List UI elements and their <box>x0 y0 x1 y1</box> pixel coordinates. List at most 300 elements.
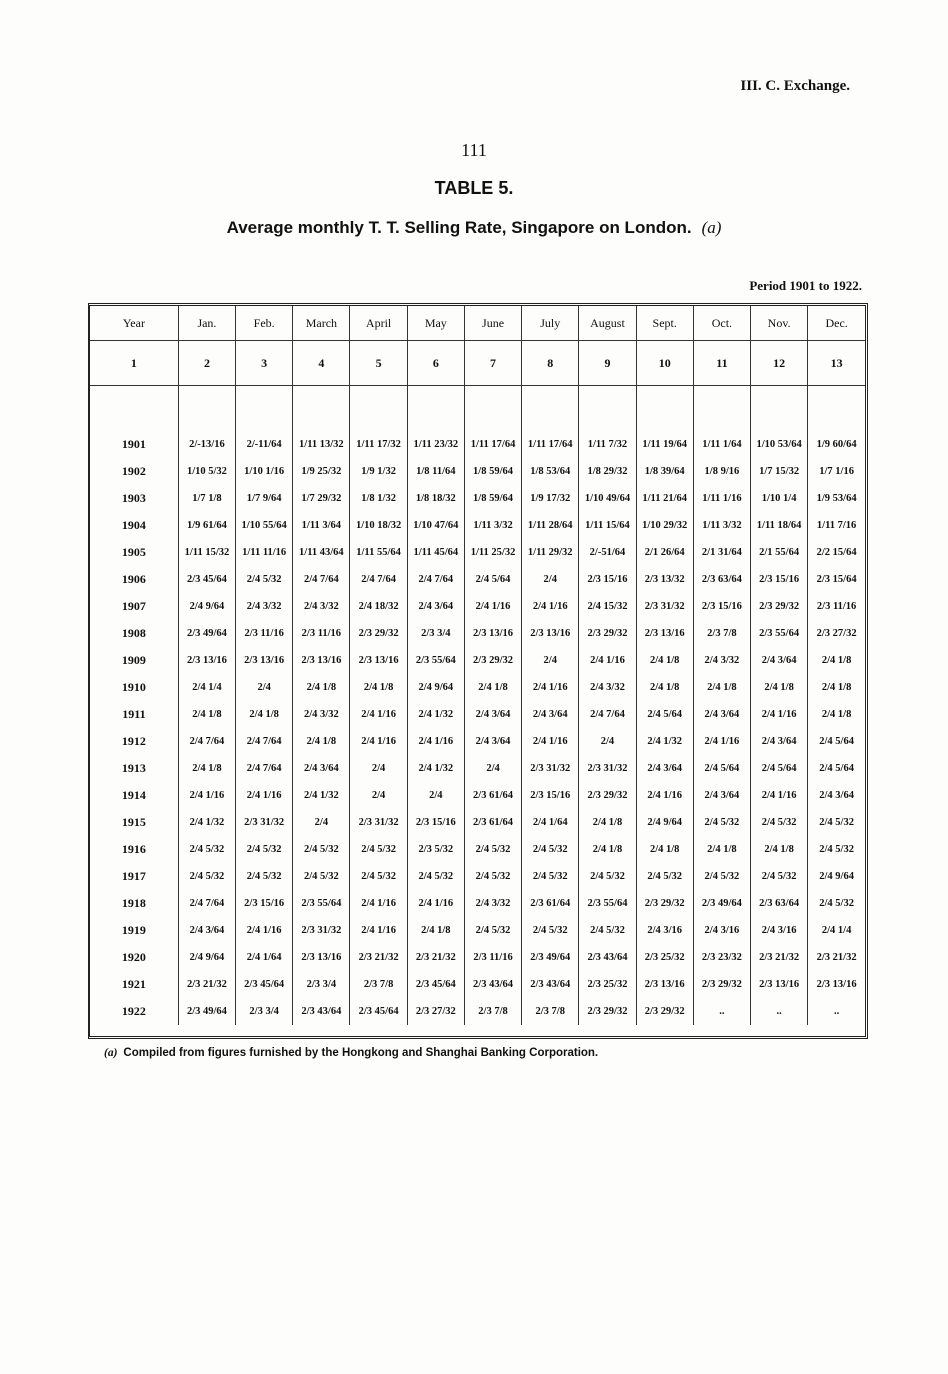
rate-cell: 2/3 21/32 <box>350 944 407 971</box>
rate-cell: 2/4 7/64 <box>178 728 235 755</box>
rate-cell: 2/3 29/32 <box>751 593 808 620</box>
rate-cell: 2/4 3/16 <box>636 917 693 944</box>
rate-cell: 2/4 1/32 <box>178 809 235 836</box>
rate-cell: 2/4 5/32 <box>407 863 464 890</box>
rate-cell: 2/4 9/64 <box>808 863 865 890</box>
rate-cell: 2/3 29/32 <box>350 620 407 647</box>
rate-cell: 1/11 13/32 <box>293 431 350 458</box>
rate-cell: 2/3 15/16 <box>579 566 636 593</box>
rate-cell: 2/3 7/8 <box>522 998 579 1025</box>
rate-cell: 2/3 13/16 <box>808 971 865 998</box>
rate-cell: 2/4 1/16 <box>350 701 407 728</box>
rate-cell: 2/3 61/64 <box>464 809 521 836</box>
rate-cell: 2/4 1/8 <box>693 674 750 701</box>
rate-cell: 2/4 1/64 <box>522 809 579 836</box>
column-header: April <box>350 306 407 341</box>
period-label: Period 1901 to 1922. <box>749 278 862 293</box>
column-header: May <box>407 306 464 341</box>
year-cell: 1915 <box>121 815 146 829</box>
rate-cell: 2/4 <box>350 755 407 782</box>
rate-cell: 2/4 5/32 <box>236 566 293 593</box>
rate-cell: 2/4 1/8 <box>407 917 464 944</box>
rate-cell: 2/4 7/64 <box>350 566 407 593</box>
column-number: 9 <box>579 341 636 386</box>
rate-cell: 2/3 13/32 <box>636 566 693 593</box>
rate-cell: 2/4 1/8 <box>350 674 407 701</box>
rate-cell: 2/3 49/64 <box>693 890 750 917</box>
column-number: 13 <box>808 341 865 386</box>
rate-cell: 2/4 1/8 <box>751 674 808 701</box>
rate-cell: 2/3 21/32 <box>751 944 808 971</box>
rate-cell: 2/4 5/32 <box>178 836 235 863</box>
rate-cell: 2/4 1/32 <box>636 728 693 755</box>
column-header: Dec. <box>808 306 865 341</box>
spacer-row <box>90 386 865 432</box>
rate-cell: 1/11 55/64 <box>350 539 407 566</box>
rate-cell: 2/4 1/8 <box>464 674 521 701</box>
rate-cell: 2/4 7/64 <box>178 890 235 917</box>
rate-cell: 2/4 18/32 <box>350 593 407 620</box>
rate-cell: 1/11 3/64 <box>293 512 350 539</box>
rate-cell: 2/3 31/32 <box>636 593 693 620</box>
rate-cell: 2/3 3/4 <box>407 620 464 647</box>
rate-cell: 2/4 3/64 <box>178 917 235 944</box>
rate-cell: 2/4 1/8 <box>808 647 865 674</box>
rate-cell: 2/4 1/8 <box>178 701 235 728</box>
year-cell: 1921 <box>121 977 146 991</box>
subtitle-note: (a) <box>701 218 722 237</box>
rate-cell: 2/4 <box>579 728 636 755</box>
column-header: Year <box>90 306 178 341</box>
rate-cell: 1/11 21/64 <box>636 485 693 512</box>
rate-cell: 2/4 1/32 <box>407 755 464 782</box>
rate-cell: 2/3 15/16 <box>522 782 579 809</box>
rate-cell: 2/4 3/64 <box>464 728 521 755</box>
rate-cell: 2/4 <box>522 566 579 593</box>
rate-cell: 2/3 15/16 <box>236 890 293 917</box>
rate-cell: 2/4 5/32 <box>808 836 865 863</box>
rate-cell: 2/4 5/64 <box>464 566 521 593</box>
rate-cell: 1/7 1/16 <box>808 458 865 485</box>
rate-cell: 2/3 49/64 <box>178 998 235 1025</box>
rate-cell: 2/4 5/32 <box>293 863 350 890</box>
rate-cell: 2/3 15/16 <box>407 809 464 836</box>
rate-cell: 2/3 29/32 <box>636 998 693 1025</box>
rate-cell: 2/3 29/32 <box>693 971 750 998</box>
rate-cell: 2/4 1/16 <box>350 890 407 917</box>
column-header: Nov. <box>751 306 808 341</box>
rate-cell: 2/4 5/32 <box>636 863 693 890</box>
column-number: 2 <box>178 341 235 386</box>
rate-cell: 1/10 29/32 <box>636 512 693 539</box>
rate-cell: 2/3 55/64 <box>579 890 636 917</box>
rate-cell: 2/4 5/32 <box>236 863 293 890</box>
rate-cell: 2/1 26/64 <box>636 539 693 566</box>
rate-cell: 2/4 5/64 <box>636 701 693 728</box>
rate-cell: 2/3 31/32 <box>350 809 407 836</box>
column-header: July <box>522 306 579 341</box>
rate-cell: 2/3 63/64 <box>751 890 808 917</box>
rate-cell: 1/10 49/64 <box>579 485 636 512</box>
rate-cell: 2/4 7/64 <box>236 755 293 782</box>
rate-cell: 2/3 7/8 <box>350 971 407 998</box>
rate-cell: 2/4 3/64 <box>636 755 693 782</box>
rate-cell: 1/11 15/64 <box>579 512 636 539</box>
section-heading: III. C. Exchange. <box>740 78 850 94</box>
rate-cell: 2/4 3/32 <box>293 593 350 620</box>
column-number: 7 <box>464 341 521 386</box>
rate-cell: 2/3 29/32 <box>636 890 693 917</box>
rate-cell: 2/4 <box>464 755 521 782</box>
rate-cell: 2/3 11/16 <box>293 620 350 647</box>
rate-cell: 2/4 5/64 <box>808 755 865 782</box>
rate-cell: 2/4 <box>236 674 293 701</box>
footnote-text: Compiled from figures furnished by the Hongkong and Shanghai Banking Corporation. <box>123 1047 599 1059</box>
rate-cell: 1/11 45/64 <box>407 539 464 566</box>
rate-cell: 1/8 18/32 <box>407 485 464 512</box>
rate-cell: 2/3 43/64 <box>464 971 521 998</box>
rate-cell: 2/3 29/32 <box>579 998 636 1025</box>
rate-cell: 2/4 3/64 <box>522 701 579 728</box>
rate-cell: 2/4 1/16 <box>236 782 293 809</box>
rate-cell: 2/4 3/64 <box>464 701 521 728</box>
rate-cell: 1/7 29/32 <box>293 485 350 512</box>
rate-cell: 2/3 31/32 <box>579 755 636 782</box>
rate-cell: 2/3 45/64 <box>178 566 235 593</box>
rate-cell: 2/4 1/8 <box>636 647 693 674</box>
rate-cell: 2/4 5/32 <box>178 863 235 890</box>
rate-cell: 1/7 1/8 <box>178 485 235 512</box>
column-number: 5 <box>350 341 407 386</box>
rate-cell: 2/4 3/32 <box>693 647 750 674</box>
rate-cell: 2/3 55/64 <box>751 620 808 647</box>
rate-cell: 2/4 5/32 <box>579 917 636 944</box>
rate-cell: 2/3 13/16 <box>293 647 350 674</box>
rate-cell: 2/4 5/32 <box>808 809 865 836</box>
rate-cell: 2/4 1/8 <box>636 674 693 701</box>
column-header: Jan. <box>178 306 235 341</box>
year-cell: 1917 <box>121 869 146 883</box>
rate-cell: 1/11 19/64 <box>636 431 693 458</box>
rate-cell: 1/9 61/64 <box>178 512 235 539</box>
rate-cell: 2/4 1/8 <box>178 755 235 782</box>
rate-cell: 2/4 9/64 <box>636 809 693 836</box>
page-number: 111 <box>461 140 487 160</box>
rate-cell: 1/10 1/4 <box>751 485 808 512</box>
rate-cell: 2/4 1/16 <box>522 593 579 620</box>
rate-cell: 2/3 45/64 <box>236 971 293 998</box>
column-header: June <box>464 306 521 341</box>
rate-cell: 2/4 5/32 <box>808 890 865 917</box>
table-row <box>90 755 865 782</box>
footnote-label: (a) <box>104 1047 118 1059</box>
rate-cell: 1/10 1/16 <box>236 458 293 485</box>
table-row <box>90 701 865 728</box>
rate-cell: 2/3 13/16 <box>350 647 407 674</box>
table-row <box>90 674 865 701</box>
rate-cell: 1/9 60/64 <box>808 431 865 458</box>
rate-cell: 2/3 11/16 <box>236 620 293 647</box>
rate-cell: 1/11 17/64 <box>522 431 579 458</box>
rate-cell: 2/4 1/16 <box>350 728 407 755</box>
rate-cell: 2/4 1/8 <box>636 836 693 863</box>
rate-cell: 1/11 25/32 <box>464 539 521 566</box>
rate-cell: 2/3 23/32 <box>693 944 750 971</box>
rate-cell: 2/3 13/16 <box>636 620 693 647</box>
rate-cell: 2/3 11/16 <box>464 944 521 971</box>
year-cell: 1909 <box>121 653 146 667</box>
column-number: 1 <box>90 341 178 386</box>
rate-cell: 2/3 5/32 <box>407 836 464 863</box>
rate-cell: 2/4 <box>293 809 350 836</box>
rate-cell: 2/4 7/64 <box>579 701 636 728</box>
rate-cell: .. <box>693 998 750 1025</box>
rate-cell: 2/3 7/8 <box>464 998 521 1025</box>
rate-cell: 2/4 1/16 <box>407 728 464 755</box>
year-cell: 1910 <box>121 680 146 694</box>
table-row <box>90 836 865 863</box>
subtitle-text: Average monthly T. T. Selling Rate, Singapore on London. <box>226 218 692 237</box>
rate-cell: 2/4 1/8 <box>236 701 293 728</box>
rate-cell: 2/4 9/64 <box>178 593 235 620</box>
rate-cell: 1/10 5/32 <box>178 458 235 485</box>
rate-cell: 2/4 1/16 <box>751 701 808 728</box>
rate-cell: 1/10 47/64 <box>407 512 464 539</box>
year-cell: 1904 <box>121 518 146 532</box>
rate-cell: 2/4 3/32 <box>236 593 293 620</box>
rate-cell: 2/3 31/32 <box>293 917 350 944</box>
column-header: March <box>293 306 350 341</box>
rate-cell: 2/3 29/32 <box>579 782 636 809</box>
rate-cell: 2/4 1/16 <box>178 782 235 809</box>
rate-cell: 1/11 28/64 <box>522 512 579 539</box>
rate-cell: 2/4 5/32 <box>751 809 808 836</box>
rate-cell: 2/3 29/32 <box>579 620 636 647</box>
year-cell: 1914 <box>121 788 146 802</box>
rate-cell: 2/4 7/64 <box>407 566 464 593</box>
rate-cell: 2/3 21/32 <box>407 944 464 971</box>
rate-cell: 2/4 1/4 <box>178 674 235 701</box>
rate-cell: 2/4 <box>522 647 579 674</box>
rate-cell: 1/10 18/32 <box>350 512 407 539</box>
rate-cell: 2/3 11/16 <box>808 593 865 620</box>
rate-cell: 2/4 3/32 <box>293 701 350 728</box>
rate-cell: 1/11 17/32 <box>350 431 407 458</box>
year-cell: 1911 <box>122 707 146 721</box>
year-cell: 1922 <box>121 1004 146 1018</box>
year-cell: 1916 <box>121 842 146 856</box>
rate-cell: 2/4 3/64 <box>808 782 865 809</box>
rate-cell: 2/3 45/64 <box>407 971 464 998</box>
rate-cell: 1/11 11/16 <box>236 539 293 566</box>
rate-cell: 1/11 18/64 <box>751 512 808 539</box>
rate-cell: 1/11 3/32 <box>464 512 521 539</box>
rate-cell: 2/4 <box>407 782 464 809</box>
rate-cell: 2/3 27/32 <box>808 620 865 647</box>
rate-cell: 2/3 13/16 <box>178 647 235 674</box>
year-cell: 1918 <box>121 896 146 910</box>
rate-cell: 2/3 13/16 <box>464 620 521 647</box>
rate-cell: 2/3 49/64 <box>522 944 579 971</box>
column-number: 12 <box>751 341 808 386</box>
table-subtitle <box>0 218 948 238</box>
rate-cell: 2/4 5/64 <box>751 755 808 782</box>
rate-cell: 2/4 1/16 <box>350 917 407 944</box>
table-row <box>90 998 865 1025</box>
rate-cell: 2/4 5/32 <box>693 809 750 836</box>
rate-cell: 1/8 1/32 <box>350 485 407 512</box>
rate-cell: 2/4 5/32 <box>350 836 407 863</box>
table-row <box>90 620 865 647</box>
rate-cell: 1/11 43/64 <box>293 539 350 566</box>
rate-cell: 2/3 31/32 <box>236 809 293 836</box>
table-row <box>90 728 865 755</box>
rate-cell: 2/3 13/16 <box>751 971 808 998</box>
rate-cell: 2/4 5/32 <box>350 863 407 890</box>
year-cell: 1912 <box>121 734 146 748</box>
rate-cell: 2/4 1/16 <box>636 782 693 809</box>
rate-cell: 2/4 5/32 <box>464 836 521 863</box>
year-cell: 1919 <box>121 923 146 937</box>
rate-cell: 1/10 53/64 <box>751 431 808 458</box>
rate-cell: 2/3 43/64 <box>579 944 636 971</box>
rate-cell: 2/3 3/4 <box>236 998 293 1025</box>
table-row <box>90 890 865 917</box>
rate-cell: 1/11 7/16 <box>808 512 865 539</box>
rate-cell: 2/3 31/32 <box>522 755 579 782</box>
rate-cell: 2/4 <box>350 782 407 809</box>
table-row <box>90 917 865 944</box>
year-cell: 1907 <box>121 599 146 613</box>
rate-cell: 2/3 25/32 <box>636 944 693 971</box>
year-cell: 1902 <box>121 464 146 478</box>
column-number: 6 <box>407 341 464 386</box>
rate-cell: 2/4 1/16 <box>579 647 636 674</box>
rate-cell: 2/4 1/16 <box>751 782 808 809</box>
rate-cell: 2/4 15/32 <box>579 593 636 620</box>
rate-cell: 1/9 1/32 <box>350 458 407 485</box>
rate-cell: 2/4 9/64 <box>407 674 464 701</box>
rate-cell: 2/4 3/64 <box>693 701 750 728</box>
rate-cell: 2/4 1/8 <box>808 674 865 701</box>
rate-cell: 1/11 1/16 <box>693 485 750 512</box>
column-number: 8 <box>522 341 579 386</box>
rate-cell: 2/4 1/64 <box>236 944 293 971</box>
rate-cell: 1/11 7/32 <box>579 431 636 458</box>
rate-cell: 2/3 29/32 <box>464 647 521 674</box>
rate-cell: 2/4 5/32 <box>693 863 750 890</box>
table-row <box>90 593 865 620</box>
table-row <box>90 809 865 836</box>
year-cell: 1906 <box>121 572 146 586</box>
rate-cell: 1/7 15/32 <box>751 458 808 485</box>
rate-cell: 2/4 7/64 <box>236 728 293 755</box>
table-row <box>90 566 865 593</box>
column-number: 4 <box>293 341 350 386</box>
rate-cell: 2/3 15/16 <box>751 566 808 593</box>
column-header-row <box>90 306 865 341</box>
rate-cell: 2/4 1/16 <box>693 728 750 755</box>
year-cell: 1913 <box>121 761 146 775</box>
rate-cell: 2/3 15/16 <box>693 593 750 620</box>
rate-cell: 2/4 5/64 <box>808 728 865 755</box>
rate-cell: 2/4 3/64 <box>407 593 464 620</box>
rate-cell: 2/3 21/32 <box>178 971 235 998</box>
rate-cell: 2/4 1/8 <box>751 836 808 863</box>
table-title: TABLE 5. <box>434 178 514 198</box>
rate-cell: 2/3 13/16 <box>636 971 693 998</box>
rate-cell: 1/9 53/64 <box>808 485 865 512</box>
rate-cell: 2/4 1/8 <box>293 728 350 755</box>
rate-cell: 1/11 17/64 <box>464 431 521 458</box>
rate-cell: 2/4 5/32 <box>579 863 636 890</box>
rate-cell: 2/4 5/32 <box>522 836 579 863</box>
rate-cell: 2/4 5/32 <box>464 917 521 944</box>
rate-cell: 1/11 23/32 <box>407 431 464 458</box>
footnote <box>104 1047 598 1059</box>
rate-cell: 2/3 7/8 <box>693 620 750 647</box>
rate-cell: 1/11 15/32 <box>178 539 235 566</box>
rate-cell: 2/4 7/64 <box>293 566 350 593</box>
rate-cell: 2/4 1/16 <box>522 728 579 755</box>
table-row <box>90 647 865 674</box>
rate-cell: 2/4 5/32 <box>522 863 579 890</box>
rate-cell: 2/4 1/16 <box>407 890 464 917</box>
rate-cell: 2/1 55/64 <box>751 539 808 566</box>
column-header: Feb. <box>236 306 293 341</box>
table-row <box>90 431 865 458</box>
rate-cell: 2/3 45/64 <box>350 998 407 1025</box>
exchange-rate-table-frame <box>88 303 868 1039</box>
rate-cell: 2/3 55/64 <box>293 890 350 917</box>
rate-cell: 2/3 15/64 <box>808 566 865 593</box>
rate-cell: 2/4 1/16 <box>236 917 293 944</box>
rate-cell: 1/9 25/32 <box>293 458 350 485</box>
rate-cell: 2/4 3/16 <box>693 917 750 944</box>
table-row <box>90 512 865 539</box>
rate-cell: 1/9 17/32 <box>522 485 579 512</box>
rate-cell: 1/8 59/64 <box>464 485 521 512</box>
rate-cell: 2/4 1/32 <box>407 701 464 728</box>
exchange-rate-table <box>90 306 865 1025</box>
rate-cell: 2/4 3/64 <box>751 647 808 674</box>
rate-cell: 2/3 13/16 <box>522 620 579 647</box>
rate-cell: 2/4 1/8 <box>693 836 750 863</box>
column-header: Sept. <box>636 306 693 341</box>
column-number: 10 <box>636 341 693 386</box>
rate-cell: 2/1 31/64 <box>693 539 750 566</box>
year-cell: 1920 <box>121 950 146 964</box>
rate-cell: 2/3 13/16 <box>236 647 293 674</box>
table-row <box>90 971 865 998</box>
rate-cell: 2/3 13/16 <box>293 944 350 971</box>
rate-cell: 1/10 55/64 <box>236 512 293 539</box>
rate-cell: 1/8 11/64 <box>407 458 464 485</box>
table-row <box>90 458 865 485</box>
rate-cell: 2/3 63/64 <box>693 566 750 593</box>
year-cell: 1903 <box>121 491 146 505</box>
rate-cell: .. <box>751 998 808 1025</box>
rate-cell: 1/11 29/32 <box>522 539 579 566</box>
rate-cell: 2/4 3/16 <box>751 917 808 944</box>
rate-cell: 2/3 43/64 <box>293 998 350 1025</box>
rate-cell: 1/8 29/32 <box>579 458 636 485</box>
rate-cell: 2/4 3/64 <box>693 782 750 809</box>
table-body <box>90 386 865 1026</box>
rate-cell: 2/3 27/32 <box>407 998 464 1025</box>
table-row <box>90 944 865 971</box>
rate-cell: 2/4 5/32 <box>236 836 293 863</box>
